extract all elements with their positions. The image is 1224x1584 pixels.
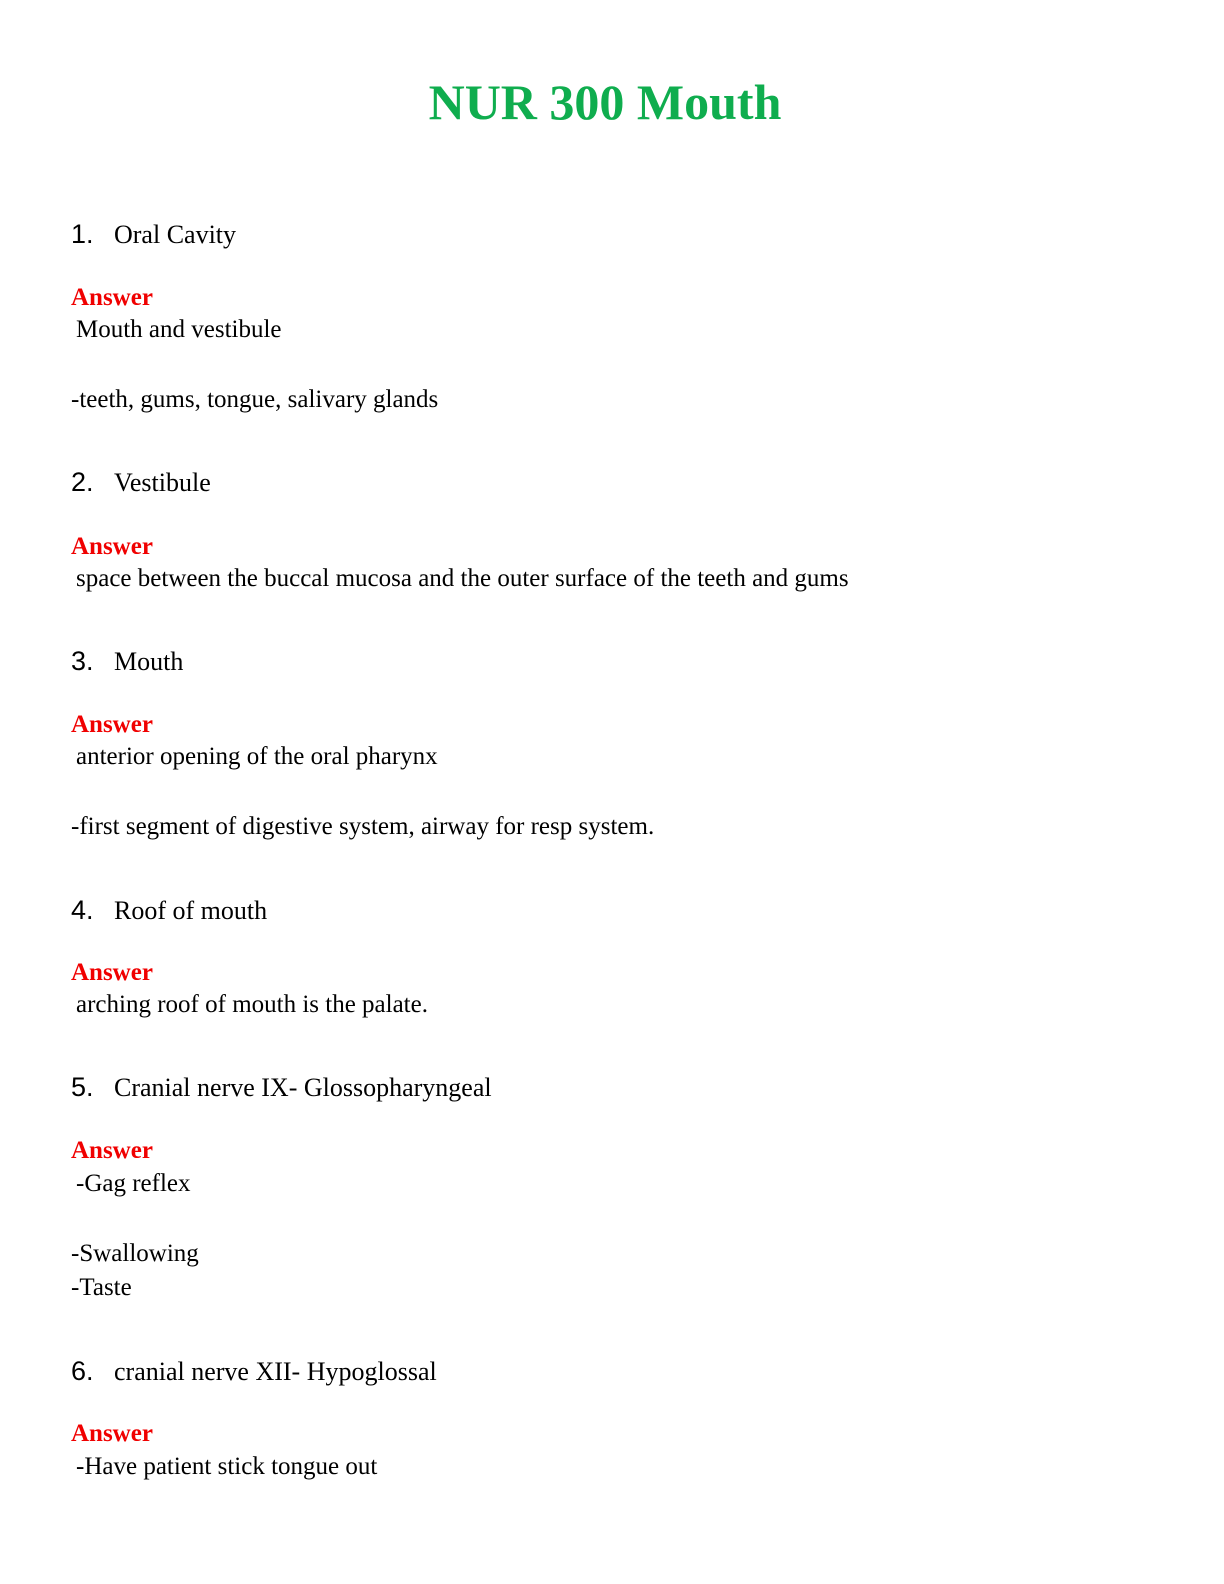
question-4 — [71, 894, 267, 927]
document-title: NUR 300 Mouth — [428, 74, 782, 130]
answer-label: Answer — [71, 284, 153, 311]
answer-line: -Taste — [71, 1274, 132, 1301]
question-number: 6. — [71, 1356, 94, 1386]
question-5 — [71, 1071, 492, 1104]
answer-line: arching roof of mouth is the palate. — [76, 991, 428, 1018]
answer-line: space between the buccal mucosa and the outer surface of the teeth and gums — [76, 565, 849, 592]
answer-line: anterior opening of the oral pharynx — [76, 743, 438, 770]
question-6 — [71, 1355, 437, 1388]
answer-line: -Gag reflex — [76, 1170, 191, 1197]
question-number: 4. — [71, 895, 94, 925]
answer-line: -Have patient stick tongue out — [76, 1453, 378, 1480]
question-text: Mouth — [114, 647, 184, 676]
answer-label: Answer — [71, 711, 153, 738]
answer-line: -first segment of digestive system, airway for resp system. — [71, 813, 655, 840]
question-number: 5. — [71, 1072, 94, 1102]
question-number: 3. — [71, 646, 94, 676]
question-number: 2. — [71, 467, 94, 497]
question-1 — [71, 218, 236, 251]
question-text: Vestibule — [114, 468, 211, 497]
question-2 — [71, 466, 211, 499]
question-text: Cranial nerve IX- Glossopharyngeal — [114, 1073, 492, 1102]
question-number: 1. — [71, 219, 94, 249]
answer-label: Answer — [71, 1420, 153, 1447]
answer-label: Answer — [71, 1137, 153, 1164]
question-text: Roof of mouth — [114, 896, 268, 925]
answer-label: Answer — [71, 959, 153, 986]
question-text: cranial nerve XII- Hypoglossal — [114, 1357, 437, 1386]
answer-label: Answer — [71, 533, 153, 560]
question-3 — [71, 645, 183, 678]
answer-line: Mouth and vestibule — [76, 316, 282, 343]
answer-line: -Swallowing — [71, 1240, 199, 1267]
answer-line: -teeth, gums, tongue, salivary glands — [71, 386, 439, 413]
question-text: Oral Cavity — [114, 220, 237, 249]
